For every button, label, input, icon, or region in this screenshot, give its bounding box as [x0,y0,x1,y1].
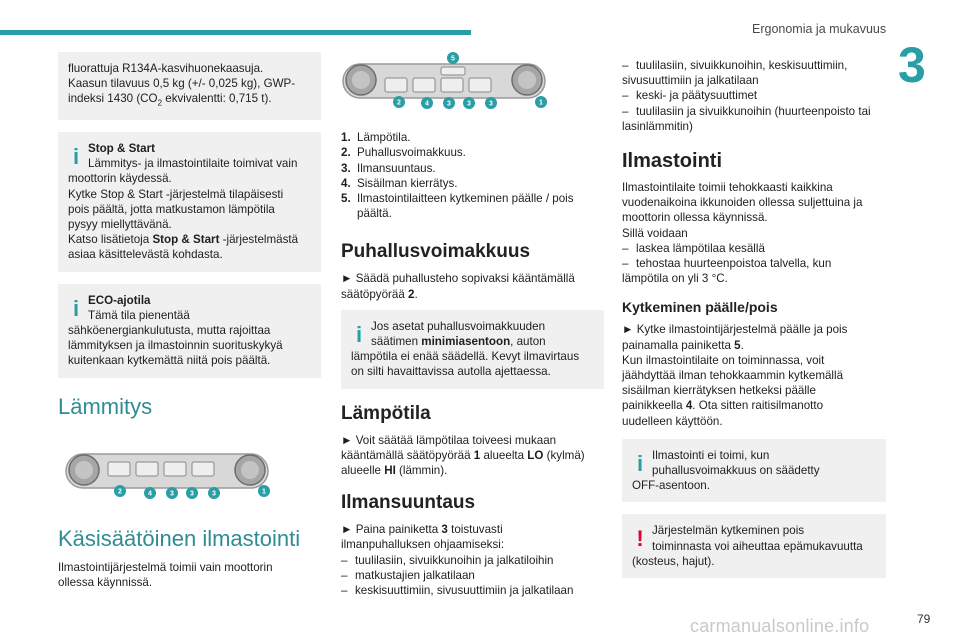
text-line: on silti havaittavissa autolla ajettaessa. [351,365,551,379]
info-icon: i [72,143,80,169]
heading-air-conditioning: Ilmastointi [622,150,723,173]
text-line: uudelleen käyttöön. [622,414,723,428]
text-line: pois päältä, jotta matkustamon lämpötila [68,202,275,216]
text-span: alueelle [341,464,385,478]
text-bold: 5 [734,338,741,352]
running-title: Ergonomia ja mukavuus [752,22,887,36]
callout-label: 1 [539,99,543,107]
ac-control-panel [341,52,547,110]
item-text: Ilmansuuntaus. [357,161,436,175]
item-text [357,191,574,221]
text-line [371,334,595,349]
item-number: 5. [341,192,351,206]
callout-label: 5 [451,55,455,63]
callout-label: 3 [190,490,194,498]
text-line: lasinlämmitin) [622,119,693,133]
text-line: lämpötila on yli 3 °C. [622,272,728,286]
column-2 [341,52,604,598]
info-icon: i [636,450,644,476]
top-accent-bar [0,30,471,35]
text-line: asiaa käsittelevästä kohdasta. [68,248,223,262]
warning-icon: ! [636,526,644,552]
dash-item: – keski- ja päätysuuttimet [622,89,758,103]
text-span: tehostaa huurteenpoistoa talvella, kun [636,257,832,271]
text-line: Järjestelmän kytkeminen pois [652,524,805,538]
callout-label: 3 [170,490,174,498]
text-span: . [740,338,744,352]
text-line [68,91,312,111]
list-item [341,130,604,145]
text-bold: minimiasentoon [421,335,511,349]
callout-label: 3 [467,100,471,108]
list-item [341,176,604,191]
note-fan-minimum [341,310,604,389]
heading-on-off: Kytkeminen päälle/pois [622,299,778,316]
heading-fan: Puhallusvoimakkuus [341,241,531,263]
text-bold: LO [527,448,544,462]
text-bold: 4 [685,399,693,413]
text-line: pysyy miellyttävänä. [68,217,172,231]
text-span: säätimen [371,335,422,349]
text-line: lämmityksen ja ilmastoinnin suorituskykyä [68,339,283,353]
text-line: Jos asetat puhallusvoimakkuuden [371,319,546,333]
note-eco [58,284,321,378]
callout-label: 2 [397,99,401,107]
text-span: säätöpyörää [341,287,409,301]
text-span: -järjestelmästä [219,233,299,247]
text-span: keski- ja päätysuuttimet [636,89,758,103]
text-line [622,338,886,353]
text-line: Ilmastointi ei toimi, kun [652,448,770,462]
text-line [341,448,604,463]
item-number: 1. [341,131,351,145]
text-span: tuulilasiin ja sivuikkunoihin (huurteenpoisto tai [636,104,871,118]
text-line: Ilmastointilaite toimii tehokkaasti kaikkina [622,181,833,195]
note-ac-off [622,439,886,503]
text-line: ilmanpuhalluksen ohjaamiseksi: [341,538,505,552]
text-line: ollessa käynnissä. [58,575,153,589]
text-line: ► Voit säätää lämpötilaa toiveesi mukaan [341,433,557,447]
text-line: toiminnasta voi aiheuttaa epämukavuutta [652,539,863,553]
column-3 [622,58,886,590]
text-span: ► Paina painiketta [341,523,442,537]
dash-item: – tuulilasiin ja sivuikkunoihin (huurteenpoisto tai [622,104,871,118]
item-text: Lämpötila. [357,131,411,145]
text-line [341,522,604,537]
text-span: ekvivalentti: 0,715 t). [162,92,272,106]
callout-label: 4 [148,490,152,498]
text-span: Katso lisätietoja [68,233,153,247]
item-number: 4. [341,176,351,190]
callout-label: 2 [118,488,122,496]
text-span: painikkeella [622,399,686,413]
info-icon: i [355,321,363,347]
text-bold: 1 [473,448,481,462]
text-span: laskea lämpötilaa kesällä [636,241,765,255]
text-line: Kytke Stop & Start -järjestelmä tilapäisesti [68,187,284,201]
dash-item: – keskisuuttimiin, sivusuuttimiin ja jalkatilaan [341,584,574,598]
text-span: . [414,287,418,301]
text-line: Tämä tila pienentää [88,308,190,322]
text-line: fluorattuja R134A-kasvihuonekaasuja. [68,62,264,75]
text-line: Ilmastointijärjestelmä toimii vain moottorin [58,560,273,574]
text-bold: HI [384,464,396,478]
watermark: carmanualsonline.info [690,616,870,636]
dash-item: – tehostaa huurteenpoistoa talvella, kun [622,257,832,271]
text-span: keskisuuttimiin, sivusuuttimiin ja jalkatilaan [355,584,574,598]
text-span: (kylmä) [543,448,585,462]
dash-item: – tuulilasiin, sivuikkunoihin, keskisuuttimiin, [622,59,848,72]
note-stop-start [58,132,321,272]
heading-temperature: Lämpötila [341,402,431,424]
text-line: ► Säädä puhallusteho sopivaksi kääntämällä [341,272,575,286]
legend-list [341,130,604,221]
text-span: matkustajien jalkatilaan [355,568,475,582]
text-bold: Stop & Start [152,233,220,247]
subscript: 2 [157,98,163,108]
item-text: Sisäilman kierrätys. [357,176,458,190]
note-title: Stop & Start [88,141,155,155]
text-line [341,463,604,478]
text-span: tuulilasiin, sivuikkunoihin ja jalkatiloihin [355,553,554,567]
text-span: painamalla painiketta [622,338,735,352]
text-span: tuulilasiin, sivuikkunoihin, keskisuuttimiin, [636,59,848,72]
note-refrigerant [58,52,321,120]
text-span: kääntämällä säätöpyörää [341,448,474,462]
text-span: indeksi 1430 (CO [68,92,158,106]
text-line: Kaasun tilavuus 0,5 kg (+/- 0,025 kg), GWP- [68,77,296,91]
text-bold: 3 [441,523,448,537]
text-span: alueelta [480,448,528,462]
text-line: sivusuuttimiin ja jalkatilaan [622,74,759,88]
text-line: puhallusvoimakkuus on säädetty [652,464,820,478]
text-line: sisäilman kierrätyksen hetkeksi päälle [622,384,816,398]
text-line: (kosteus, hajut). [632,554,715,568]
note-title: ECO-ajotila [88,293,151,307]
text-line: moottorin ollessa käynnissä. [622,211,768,225]
text-line [341,287,604,302]
heating-control-panel [64,448,270,500]
text-line: moottorin käydessä. [68,172,172,186]
text-line: jäähdyttää ilman tehokkaammin kytkemällä [622,369,844,383]
text-line [68,232,312,247]
text-span: päältä. [357,207,392,221]
column-1 [58,52,321,590]
text-bold: 2 [408,287,415,301]
text-span: . Ota sitten raitisilmanotto [692,399,824,413]
list-item [341,145,604,160]
text-line: Kun ilmastointilaite on toiminnassa, voit [622,353,825,367]
heading-manual-ac: Käsisäätöinen ilmastointi [58,525,301,551]
text-line: sähköenergiankulutusta, mutta rajoittaa [68,323,271,337]
callout-label: 4 [425,100,429,108]
text-span: Ilmastointilaitteen kytkeminen päälle / pois [357,192,574,206]
page-number: 79 [917,612,931,626]
item-number: 2. [341,146,351,160]
heading-air-distribution: Ilmansuuntaus [341,492,476,514]
chapter-number: 3 [898,37,926,93]
list-item [341,191,604,221]
text-span: toistuvasti [447,523,503,537]
callout-label: 3 [489,100,493,108]
text-span: (lämmin). [395,464,448,478]
callout-label: 3 [212,490,216,498]
note-warning [622,514,886,578]
text-line: OFF-asentoon. [632,479,710,493]
heading-heating: Lämmitys [58,393,153,419]
text-line: Sillä voidaan [622,226,688,240]
item-text: Puhallusvoimakkuus. [357,146,466,160]
text-line: vuodenaikoina ikkunoiden ollessa suljettuina ja [622,196,863,210]
text-line [622,398,886,413]
text-line: Lämmitys- ja ilmastointilaite toimivat vain [88,157,298,171]
callout-label: 3 [447,100,451,108]
item-number: 3. [341,161,351,175]
dash-item: – laskea lämpötilaa kesällä [622,241,765,255]
text-line: kuitenkaan kytkemättä niitä pois päältä. [68,354,271,368]
text-line: lämpötila ei enää säädellä. Kevyt ilmavirtaus [351,350,580,364]
info-icon: i [72,295,80,321]
text-line: ► Kytke ilmastointijärjestelmä päälle ja pois [622,323,848,337]
callout-label: 1 [262,488,266,496]
dash-item: – matkustajien jalkatilaan [341,568,475,582]
text-span: , auton [510,335,546,349]
dash-item: – tuulilasiin, sivuikkunoihin ja jalkatiloihin [341,553,554,567]
list-item [341,161,604,176]
